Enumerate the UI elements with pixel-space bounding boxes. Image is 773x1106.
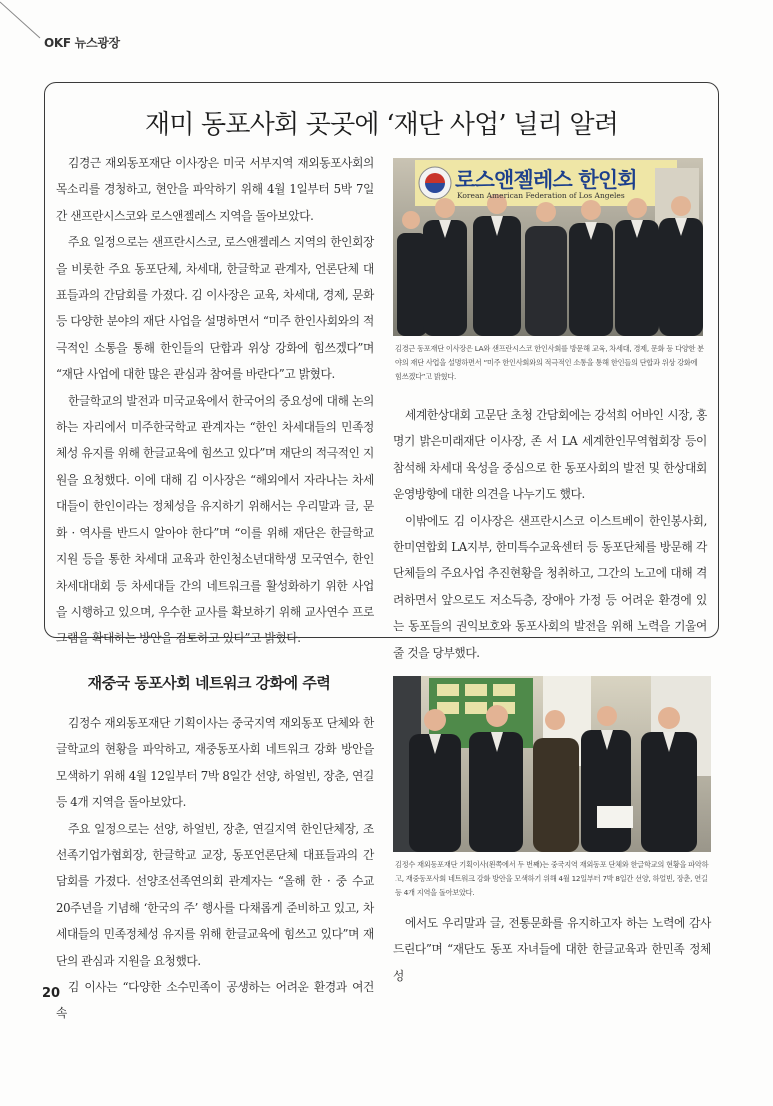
article-headline: 재미 동포사회 곳곳에 ‘재단 사업’ 널리 알려 bbox=[144, 110, 619, 140]
photo-caption: 김정수 재외동포재단 기획이사(왼쪽에서 두 번째)는 중국지역 재외동포 단체와 한글학교의 현황을 파악하고, 재중동포사회 네트워크 강화 방안을 모색하기 위해 4월 12일부터 7박 8일간 선양, 하얼빈, 장춘, 연길 등 4개 지역을 돌아보았다. bbox=[395, 860, 709, 897]
paragraph: 한글학교의 발전과 미국교육에서 한국어의 중요성에 대해 논의하는 자리에서 미주한국학교 관계자는 “한인 차세대들의 민족정체성 유지를 위해 한글교육에 힘쓰고 있다”며 재단의 적극적인 지원을 요청했다. 이에 대해 김 이사장은 “해외에서 자라나는 차세대들이 한인이라는 정체성을 유지하기 위해서는 우리말과 글, 문화 · 역사를 반드시 알아야 한다”며 “이를 위해 재단은 한글학교 지원 등을 통한 차세대 교육과 한인청소년대학생 모국연수, 한인차세대대회 등 차세대들 간의 네트워크를 활성화하기 위한 사업을 시행하고 있으며, 우수한 교사를 확보하기 위해 교사연수 프로그램을 확대하는 방안을 검토하고 있다”고 밝혔다. bbox=[56, 393, 374, 646]
article1-left-column bbox=[56, 150, 374, 652]
article2-right-column bbox=[393, 910, 711, 989]
paragraph: 에서도 우리말과 글, 전통문화를 유지하고자 하는 노력에 감사드린다”며 “재단도 동포 자녀들에 대한 한글교육과 한민족 정체성 bbox=[393, 916, 711, 983]
article1-right-column bbox=[393, 402, 707, 666]
paragraph: 김경근 재외동포재단 이사장은 미국 서부지역 재외동포사회의 목소리를 경청하고, 현안을 파악하기 위해 4월 1일부터 5박 7일간 샌프란시스코와 로스앤젤레스 지역을 돌아보았다. bbox=[56, 156, 374, 223]
page-number: 20 bbox=[42, 986, 61, 1001]
photo-banner-subtext: Korean American Federation of Los Angeles bbox=[457, 191, 625, 200]
paragraph: 김 이사는 “다양한 소수민족이 공생하는 어려운 환경과 여건 속 bbox=[56, 980, 374, 1021]
corner-decoration bbox=[0, 0, 46, 46]
la-meeting-photo bbox=[393, 158, 703, 336]
paragraph: 세계한상대회 고문단 초청 간담회에는 강석희 어바인 시장, 홍명기 밝은미래재단 이사장, 존 서 LA 세계한인무역협회장 등이 참석해 차세대 육성을 중심으로 한 동포사회의 발전 및 한상대회 운영방향에 대한 의견을 나누기도 했다. bbox=[393, 408, 707, 502]
section-label: OKF 뉴스광장 bbox=[44, 36, 120, 50]
group-photo-illustration bbox=[393, 676, 711, 852]
paragraph: 주요 일정으로는 샌프란시스코, 로스앤젤레스 지역의 한인회장을 비롯한 주요 동포단체, 차세대, 한글학교 관계자, 언론단체 대표들과의 간담회를 가졌다. 김 이사장은 교육, 차세대, 경제, 문화 등 다양한 분야의 재단 사업을 설명하면서 “미주 한인사회와의 적극적인 소통을 통해 한인들의 단합과 위상 강화에 힘쓰겠다”며 “재단 사업에 대한 많은 관심과 참여를 바란다”고 밝혔다. bbox=[56, 235, 374, 382]
photo-banner-text: 로스앤젤레스 한인회 bbox=[455, 168, 637, 192]
article2-left-column bbox=[56, 710, 374, 1027]
photo-caption: 김경근 동포재단 이사장은 LA와 샌프란시스코 한인사회를 방문해 교육, 차세대, 경제, 문화 등 다양한 분야의 재단 사업을 설명하면서 “미주 한인사회와의 적극적인 소통을 통해 한인들의 단합과 위상 강화에 힘쓰겠다”고 밝혔다. bbox=[395, 344, 704, 381]
paragraph: 이밖에도 김 이사장은 샌프란시스코 이스트베이 한인봉사회, 한미연합회 LA지부, 한미특수교육센터 등 동포단체를 방문해 각 단체들의 주요사업 추진현황을 청취하고, 그간의 노고에 대해 격려하면서 앞으로도 저소득층, 장애아 가정 등 어려운 환경에 있는 동포들의 권익보호와 동포사회의 발전을 위해 노력을 기울여 줄 것을 당부했다. bbox=[393, 513, 707, 660]
paragraph: 주요 일정으로는 선양, 하얼빈, 장춘, 연길지역 한인단체장, 조선족기업가협회장, 한글학교 교장, 동포언론단체 대표들과의 간담회를 가졌다. 선양조선족연의회 관계자는 “올해 한 · 중 수교 20주년을 기념해 ‘한국의 주’ 행사를 다채롭게 준비하고 있고, 차세대들의 민족정체성 유지를 위해 한글교육에 힘쓰고 있다”며 재단의 관심과 지원을 요청했다. bbox=[56, 821, 374, 968]
article2-headline: 재중국 동포사회 네트워크 강화에 주력 bbox=[87, 674, 331, 692]
paragraph: 김정수 재외동포재단 기획이사는 중국지역 재외동포 단체와 한글학교의 현황을 파악하고, 재중동포사회 네트워크 강화 방안을 모색하기 위해 4월 12일부터 7박 8일간 선양, 하얼빈, 장춘, 연길 등 4개 지역을 돌아보았다. bbox=[56, 716, 374, 810]
china-meeting-photo bbox=[393, 676, 711, 852]
